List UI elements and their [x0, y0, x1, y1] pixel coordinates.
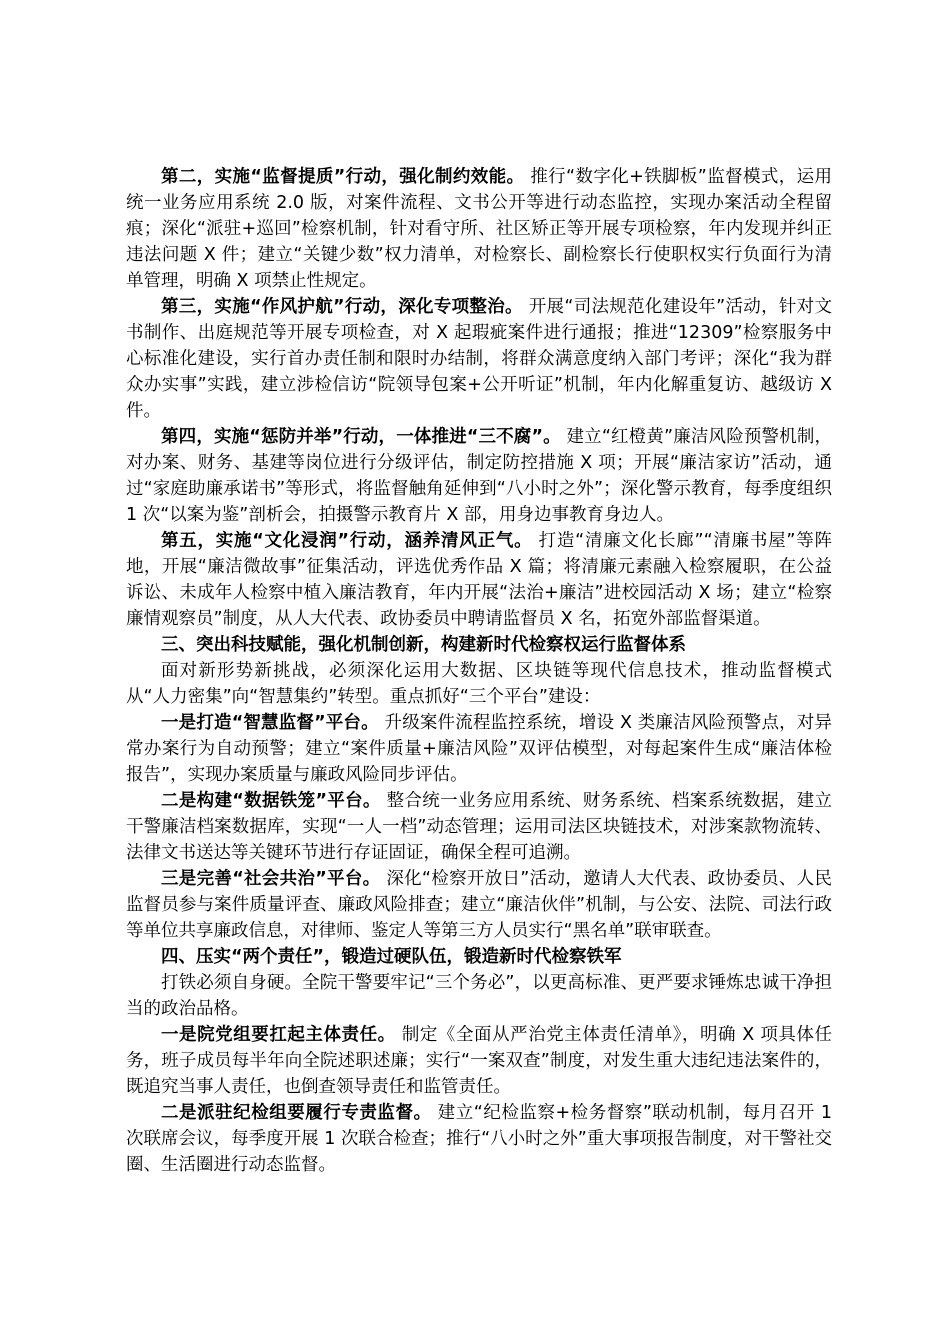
- paragraph-lead: 第三，实施“作风护航”行动，深化专项整治。: [161, 297, 523, 317]
- paragraph-text: 开展“司法规范化建设年”活动，针对文书制作、出庭规范等开展专项检查，对 X 起瑕疵案件进行通报；推进“12309”检察服务中心标准化建设，实行首办责任制和限时办结制，将群众满意度纳入部门考评；深化“我为群众办实事”实践，建立涉检信访“院领导包案+公开听证”机制，年内化解重复访、越级访 X 件。: [126, 297, 832, 421]
- paragraph-section-three-intro: [126, 658, 832, 710]
- paragraph-text: 深化“检察开放日”活动，邀请人大代表、政协委员、人民监督员参与案件质量评查、廉政风险排查；建立“廉洁伙伴”机制，与公安、法院、司法行政等单位共享廉政信息，对律师、鉴定人等第三方人员实行“黑名单”联审联查。: [126, 869, 832, 941]
- section-heading-three: 三、突出科技赋能，强化机制创新，构建新时代检察权运行监督体系: [161, 635, 686, 655]
- paragraph-fourth-action: [126, 424, 832, 528]
- paragraph-lead: 二是派驻纪检组要履行专责监督。: [161, 1103, 432, 1123]
- paragraph-text: 制定《全面从严治党主体责任清单》，明确 X 项具体任务，班子成员每半年向全院述职述廉；实行“一案双查”制度，对发生重大违纪违法案件的，既追究当事人责任，也倒查领导责任和监管责任。: [126, 1025, 832, 1097]
- paragraph-platform-one: [126, 710, 832, 788]
- paragraph-fifth-action: [126, 528, 832, 632]
- document-body: [126, 164, 832, 1178]
- paragraph-text: 建立“红橙黄”廉洁风险预警机制，对办案、财务、基建等岗位进行分级评估，制定防控措施 X 项；开展“廉洁家访”活动，通过“家庭助廉承诺书”等形式，将监督触角延伸到“八小时之外”；深化警示教育，每季度组织 1 次“以案为鉴”剖析会，拍摄警示教育片 X 部，用身边事教育身边人。: [126, 427, 832, 525]
- paragraph-lead: 一是院党组要扛起主体责任。: [161, 1025, 396, 1045]
- paragraph-text: 打造“清廉文化长廊”“清廉书屋”等阵地，开展“廉洁微故事”征集活动，评选优秀作品 X 篇；将清廉元素融入检察履职，在公益诉讼、未成年人检察中植入廉洁教育，年内开展“法治+廉洁”进校园活动 X 场；建立“检察廉情观察员”制度，从人大代表、政协委员中聘请监督员 X 名，拓宽外部监督渠道。: [126, 531, 832, 629]
- paragraph-lead: 第四，实施“惩防并举”行动，一体推进“三不腐”。: [161, 427, 561, 447]
- paragraph-text: 面对新形势新挑战，必须深化运用大数据、区块链等现代信息技术，推动监督模式从“人力密集”向“智慧集约”转型。重点抓好“三个平台”建设：: [126, 661, 832, 707]
- paragraph-text: 升级案件流程监控系统，增设 X 类廉洁风险预警点，对异常办案行为自动预警；建立“案件质量+廉洁风险”双评估模型，对每起案件生成“廉洁体检报告”，实现办案质量与廉政风险同步评估。: [126, 713, 832, 785]
- paragraph-lead: 三是完善“社会共治”平台。: [161, 869, 381, 889]
- paragraph-second-action: [126, 164, 832, 294]
- paragraph-text: 整合统一业务应用系统、财务系统、档案系统数据，建立干警廉洁档案数据库，实现“一人一档”动态管理；运用司法区块链技术，对涉案款物流转、法律文书送达等关键环节进行存证固证，确保全程可追溯。: [126, 791, 832, 863]
- paragraph-text: 推行“数字化+铁脚板”监督模式，运用统一业务应用系统 2.0 版，对案件流程、文书公开等进行动态监控，实现办案活动全程留痕；深化“派驻+巡回”检察机制，针对看守所、社区矫正等开展专项检察，年内发现并纠正违法问题 X 件；建立“关键少数”权力清单，对检察长、副检察长行使职权实行负面行为清单管理，明确 X 项禁止性规定。: [126, 167, 832, 291]
- paragraph-platform-three: [126, 866, 832, 944]
- paragraph-section-four-intro: [126, 970, 832, 1022]
- section-heading-four: 四、压实“两个责任”，锻造过硬队伍，锻造新时代检察铁军: [161, 947, 622, 967]
- paragraph-lead: 第二，实施“监督提质”行动，强化制约效能。: [161, 167, 525, 187]
- paragraph-text: 建立“纪检监察+检务督察”联动机制，每月召开 1 次联席会议，每季度开展 1 次联合检查；推行“八小时之外”重大事项报告制度，对干警社交圈、生活圈进行动态监督。: [126, 1103, 832, 1175]
- paragraph-lead: 第五，实施“文化浸润”行动，涵养清风正气。: [161, 531, 533, 551]
- paragraph-text: 打铁必须自身硬。全院干警要牢记“三个务必”，以更高标准、更严要求锤炼忠诚干净担当的政治品格。: [126, 973, 832, 1019]
- paragraph-responsibility-two: [126, 1100, 832, 1178]
- paragraph-lead: 一是打造“智慧监督”平台。: [161, 713, 379, 733]
- paragraph-third-action: [126, 294, 832, 424]
- paragraph-lead: 二是构建“数据铁笼”平台。: [161, 791, 381, 811]
- paragraph-platform-two: [126, 788, 832, 866]
- paragraph-responsibility-one: [126, 1022, 832, 1100]
